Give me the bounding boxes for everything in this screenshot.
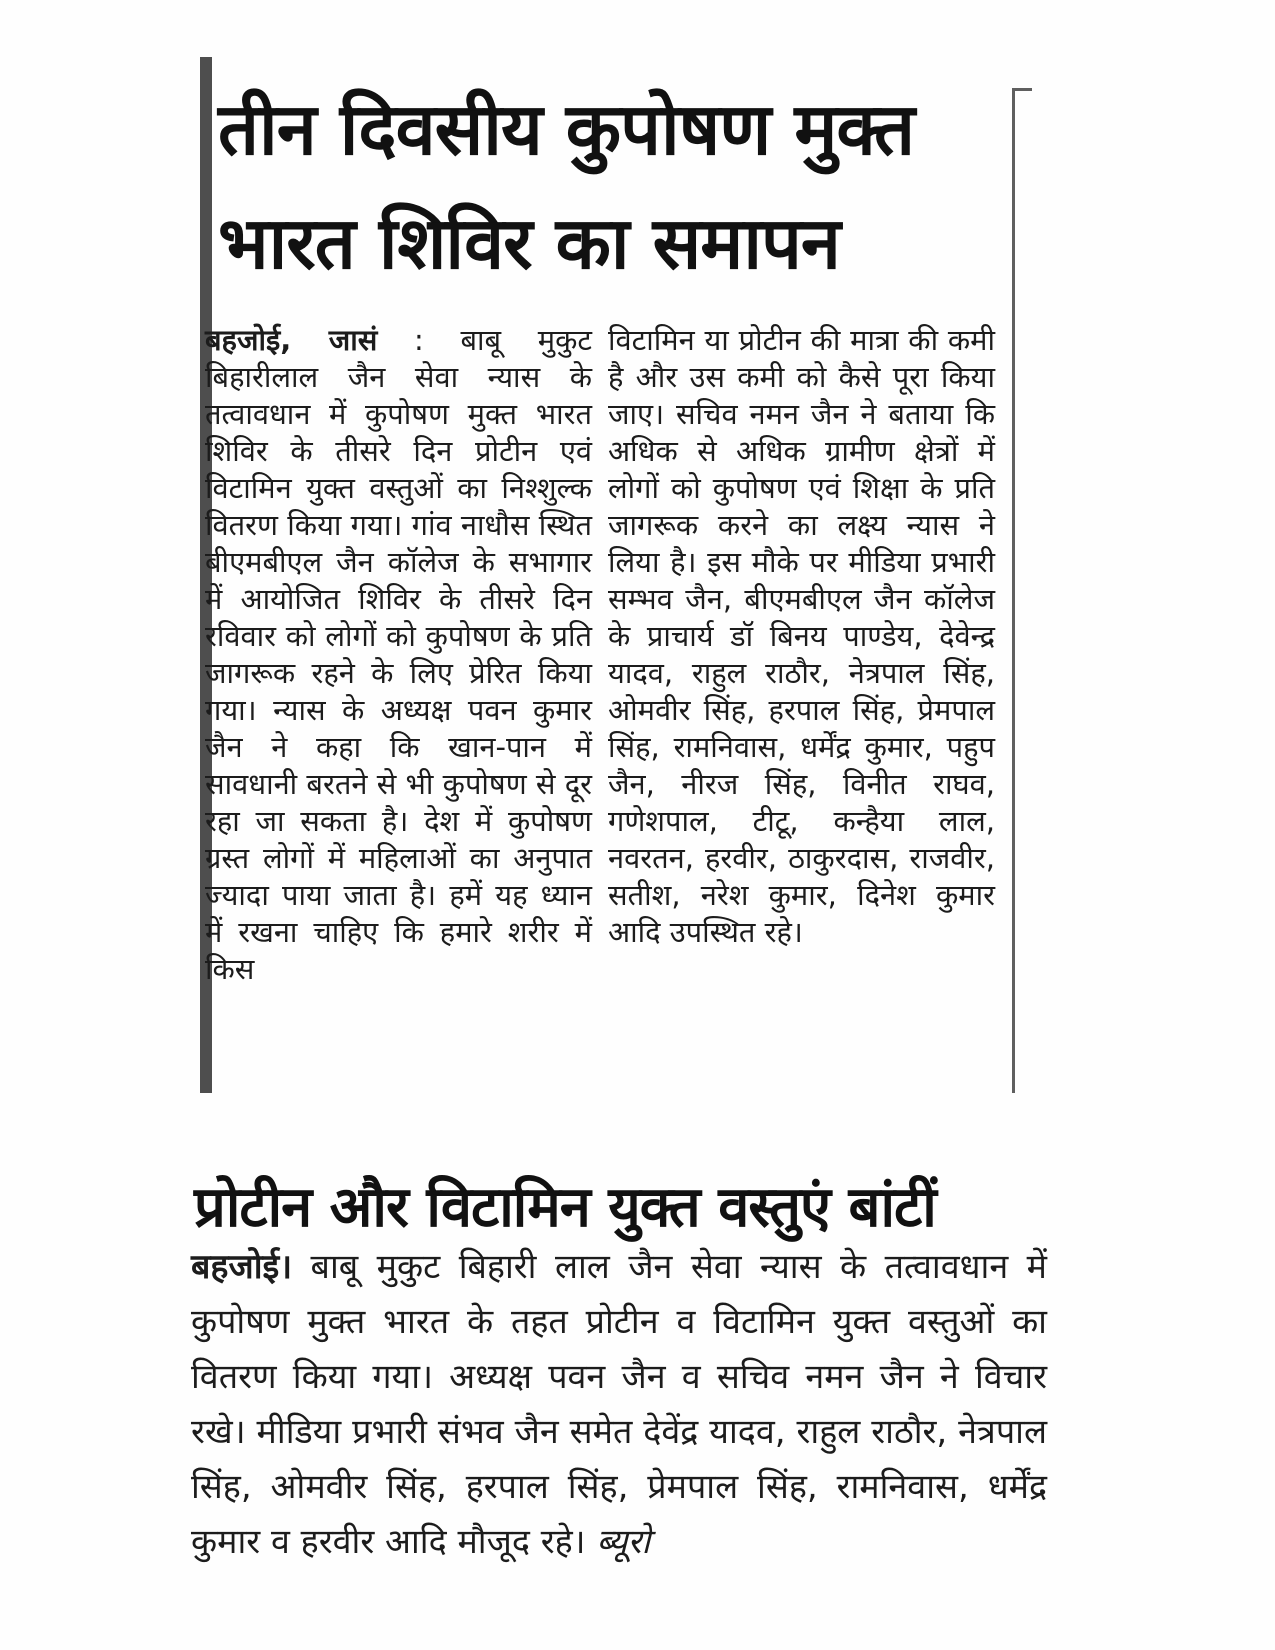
column-left-text: : बाबू मुकुट बिहारीलाल जैन सेवा न्यास के तत्वावधान में कुपोषण मुक्त भारत शिविर के तीसरे दिन प्रोटीन एवं विटामिन युक्त वस्तुओं का निश्शुल्क वितरण किया गया। गांव नाधौस स्थित बीएमबीएल जैन कॉलेज के सभागार में आयोजित शिविर के तीसरे दिन रविवार को लोगों को कुपोषण के प्रति जागरूक रहने के लिए प्रेरित किया गया। न्यास के अध्यक्ष पवन कुमार जैन ने कहा कि खान-पान में सावधानी बरतने से भी कुपोषण से दूर रहा जा सकता है। देश में कुपोषण ग्रस्त लोगों में महिलाओं का अनुपात ज्यादा पाया जाता है। हमें यह ध्यान में रखना चाहिए कि हमारे शरीर में किस <box>205 323 592 986</box>
right-corner-rule-vertical <box>1012 88 1015 1093</box>
main-headline <box>218 72 978 300</box>
secondary-body-text: बाबू मुकुट बिहारी लाल जैन सेवा न्यास के तत्वावधान में कुपोषण मुक्त भारत के तहत प्रोटीन व विटामिन युक्त वस्तुओं का वितरण किया गया। अध्यक्ष पवन जैन व सचिव नमन जैन ने विचार रखे। मीडिया प्रभारी संभव जैन समेत देवेंद्र यादव, राहुल राठौर, नेत्रपाल सिंह, ओमवीर सिंह, हरपाल सिंह, प्रेमपाल सिंह, रामनिवास, धर्मेंद्र कुमार व हरवीर आदि मौजूद रहे। <box>191 1247 1047 1562</box>
column-right-text: विटामिन या प्रोटीन की मात्रा की कमी है और उस कमी को कैसे पूरा किया जाए। सचिव नमन जैन ने बताया कि अधिक से अधिक ग्रामीण क्षेत्रों में लोगों को कुपोषण एवं शिक्षा के प्रति जागरूक करने का लक्ष्य न्यास ने लिया है। इस मौके पर मीडिया प्रभारी सम्भव जैन, बीएमबीएल जैन कॉलेज के प्राचार्य डॉ बिनय पाण्डेय, देवेन्द्र यादव, राहुल राठौर, नेत्रपाल सिंह, ओमवीर सिंह, हरपाल सिंह, प्रेमपाल सिंह, रामनिवास, धर्मेंद्र कुमार, पहुप जैन, नीरज सिंह, विनीत राघव, गणेशपाल, टीटू, कन्हैया लाल, नवरतन, हरवीर, ठाकुरदास, राजवीर, सतीश, नरेश कुमार, दिनेश कुमार आदि उपस्थित रहे। <box>608 323 995 949</box>
main-dateline: बहजोई, जासं <box>205 323 378 357</box>
right-corner-rule-horizontal <box>1012 88 1032 91</box>
byline: ब्यूरो <box>596 1522 651 1562</box>
main-headline-line1: तीन दिवसीय कुपोषण मुक्त <box>218 87 915 171</box>
article-column-left <box>205 322 592 988</box>
secondary-article-body <box>191 1240 1047 1570</box>
main-article-body <box>205 322 995 988</box>
main-headline-line2: भारत शिविर का समापन <box>218 201 840 285</box>
article-column-right <box>608 322 995 988</box>
secondary-headline: प्रोटीन और विटामिन युक्त वस्तुएं बांटीं <box>194 1175 936 1240</box>
secondary-dateline: बहजोई। <box>191 1247 293 1287</box>
